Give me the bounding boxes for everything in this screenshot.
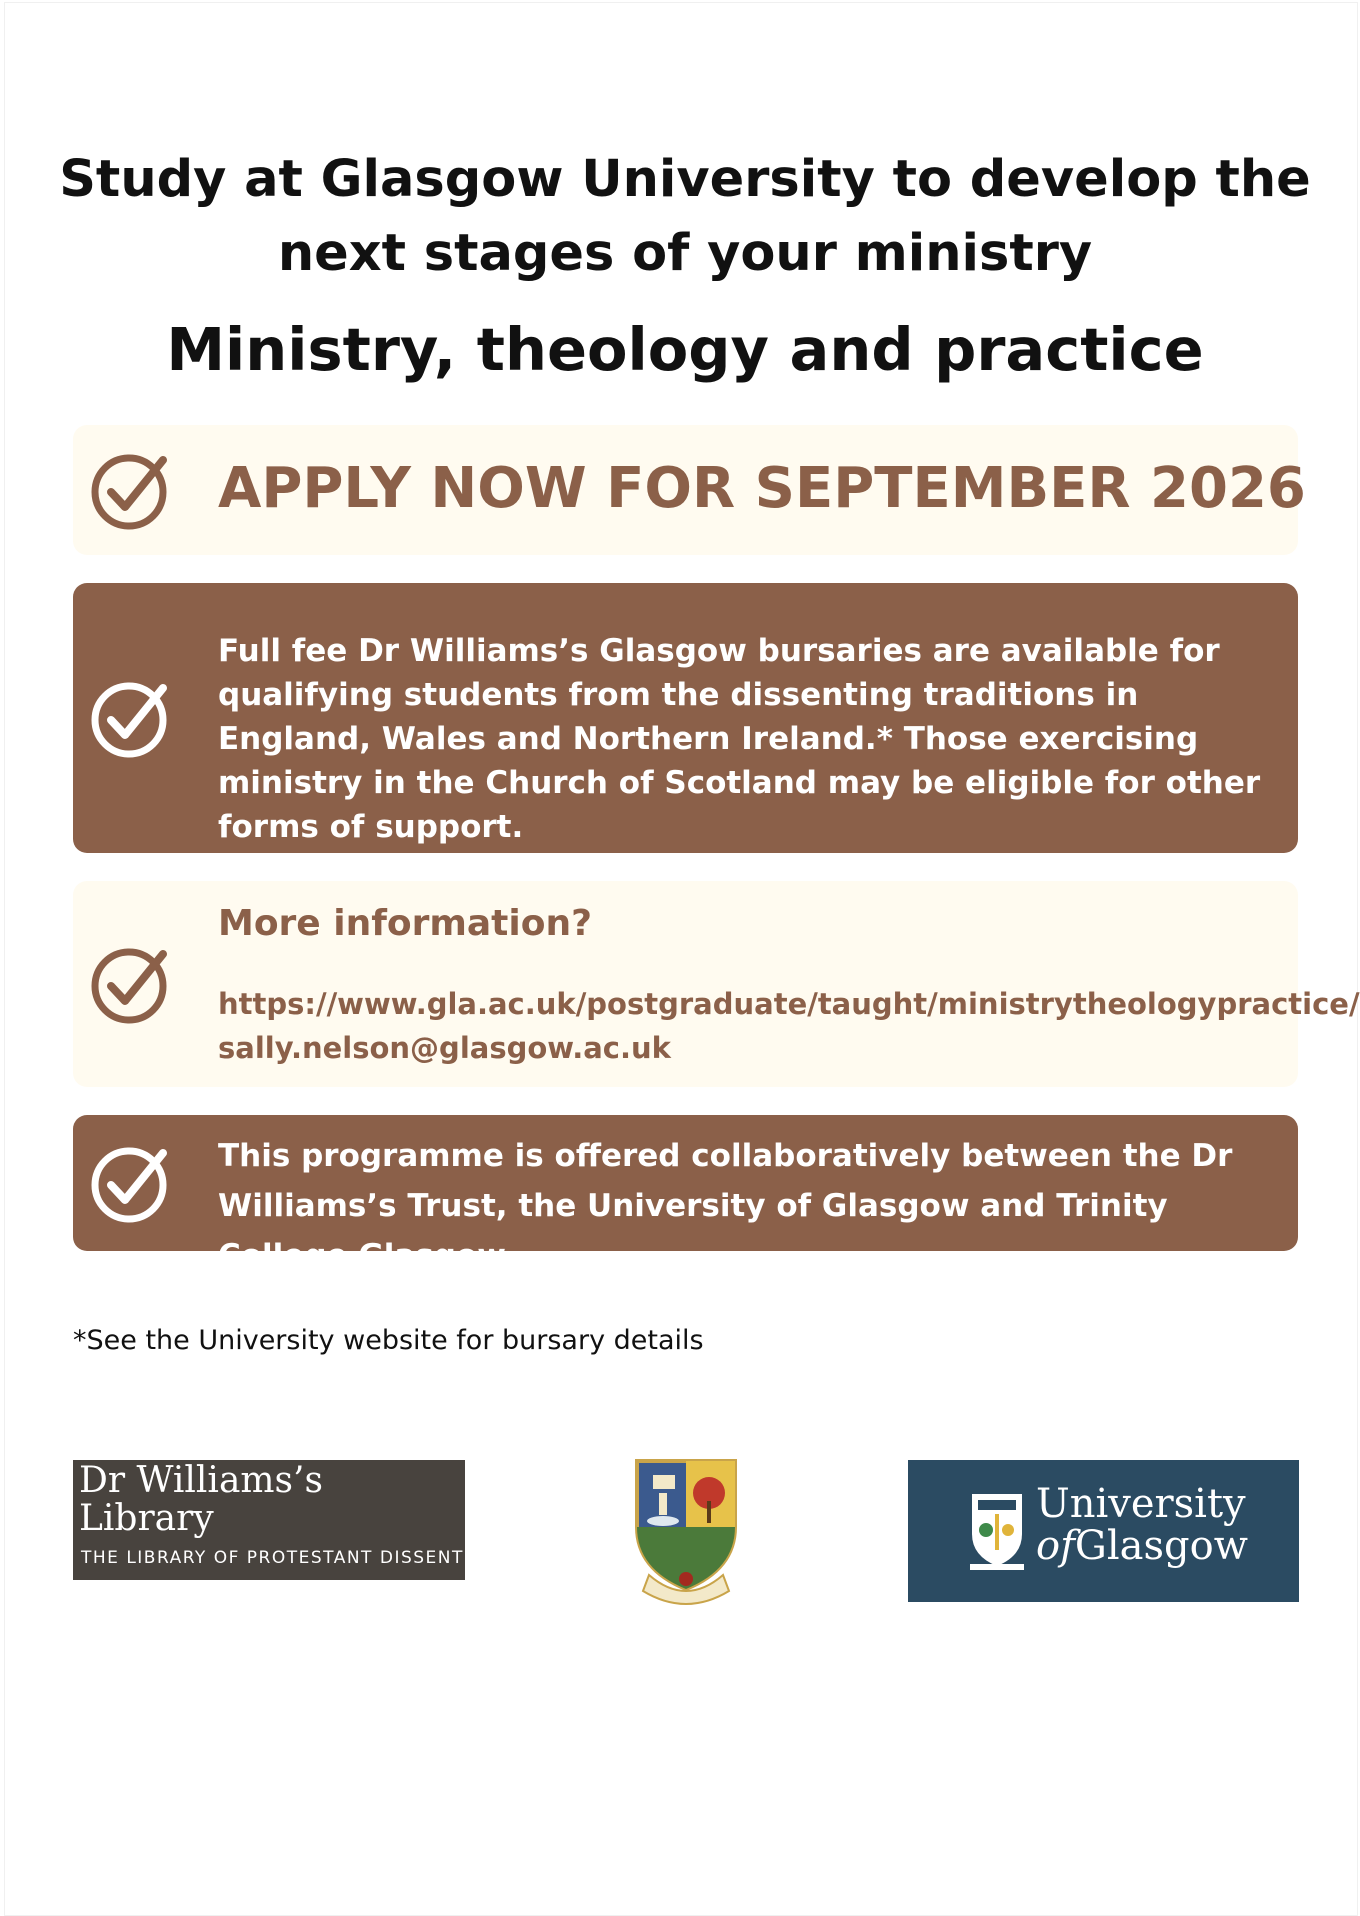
apply-box bbox=[73, 425, 1306, 555]
more-info-heading: More information? bbox=[218, 903, 592, 944]
uog-logo-line1: University bbox=[1036, 1481, 1246, 1527]
programme-url-link[interactable]: https://www.gla.ac.uk/postgraduate/taught/ministrytheologypractice/ bbox=[218, 987, 1360, 1021]
check-circle-icon bbox=[91, 450, 171, 530]
bursary-footnote: *See the University website for bursary details bbox=[73, 1325, 704, 1356]
dr-williams-library-logo bbox=[73, 1460, 465, 1580]
uog-logo-line2 bbox=[1036, 1524, 1248, 1568]
trinity-college-crest-icon bbox=[629, 1457, 743, 1609]
university-of-glasgow-logo bbox=[908, 1460, 1299, 1602]
glasgow-crest-icon bbox=[968, 1490, 1026, 1572]
check-circle-icon bbox=[91, 944, 171, 1024]
uog-logo-of: of bbox=[1036, 1523, 1075, 1569]
dwl-logo-line1: Dr Williams’s bbox=[79, 1460, 323, 1501]
poster-page bbox=[4, 2, 1358, 1916]
check-circle-icon bbox=[91, 678, 171, 758]
dwl-logo-line2: Library bbox=[79, 1498, 214, 1539]
page-subtitle: Ministry, theology and practice bbox=[166, 315, 1204, 384]
apply-now-heading: APPLY NOW FOR SEPTEMBER 2026 bbox=[218, 456, 1306, 521]
uog-logo-glasgow: Glasgow bbox=[1074, 1523, 1248, 1569]
bursary-box bbox=[73, 583, 1298, 853]
dwl-logo-tagline: THE LIBRARY OF PROTESTANT DISSENT bbox=[81, 1548, 464, 1568]
collaboration-text: This programme is offered collaboratively between the Dr Williams’s Trust, the University of Glasgow and Trinity College Glasgow. bbox=[218, 1138, 1233, 1274]
contact-email-link[interactable]: sally.nelson@glasgow.ac.uk bbox=[218, 1031, 671, 1065]
collaboration-box bbox=[73, 1115, 1298, 1274]
bursary-text: Full fee Dr Williams’s Glasgow bursaries are available for qualifying students from the dissenting traditions in England, Wales and Northern Ireland.* Those exercising ministry in the Church of Scotland may be eligible for other forms of support. bbox=[218, 633, 1261, 845]
more-info-box bbox=[73, 881, 1360, 1087]
dwl-logo-name bbox=[79, 1462, 459, 1538]
page-title: Study at Glasgow University to develop the next stages of your ministry bbox=[59, 150, 1311, 283]
check-circle-icon bbox=[91, 1143, 171, 1223]
